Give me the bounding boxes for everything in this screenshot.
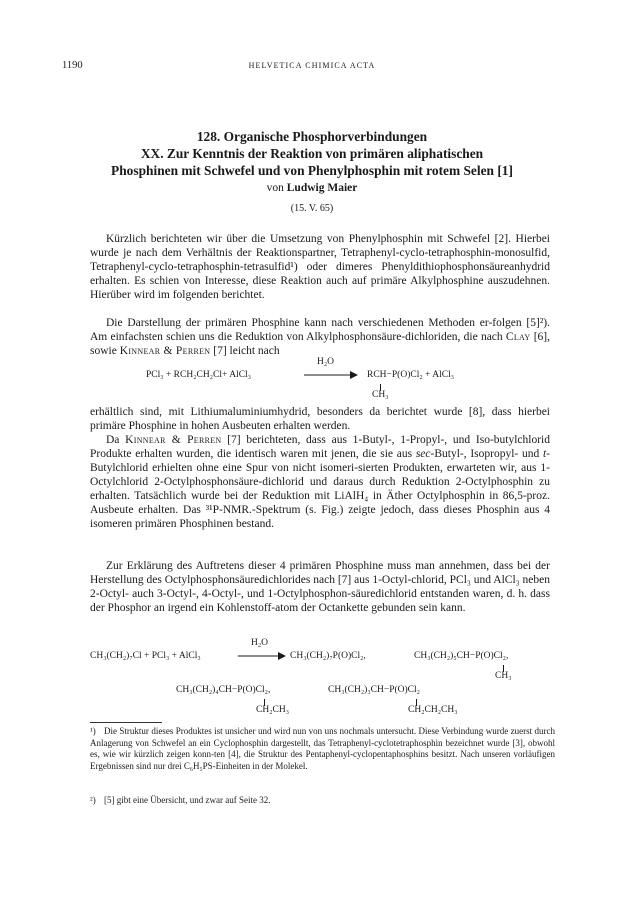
author-ref-kinnear-perren: Kinnear & Perren bbox=[119, 345, 211, 357]
paragraph-4-text-a: Da bbox=[106, 434, 126, 446]
eq2-product-4: CH₃(CH₂)₃CH−P(O)Cl₂ bbox=[328, 685, 420, 695]
journal-header: HELVETICA CHIMICA ACTA bbox=[248, 61, 376, 70]
byline-prefix: von bbox=[266, 182, 284, 194]
footnote-rule bbox=[90, 722, 162, 723]
paragraph-1 bbox=[90, 232, 550, 302]
author-name: Ludwig Maier bbox=[286, 182, 358, 194]
footnote-1 bbox=[90, 726, 555, 772]
eq2-product-4-branch: CH₂CH₂CH₃ bbox=[408, 705, 458, 715]
paragraph-2-text-c: [7] leicht nach bbox=[210, 345, 280, 357]
eq1-reactants: PCl₃ + RCH₂CH₂Cl+ AlCl₃ bbox=[146, 370, 252, 380]
paragraph-4-text-c: -Butyl-, Isopropyl- und bbox=[430, 448, 543, 460]
footnote-2-mark: ²) bbox=[90, 795, 96, 805]
paragraph-1-text: Kürzlich berichteten wir über die Umsetzung von Phenylphosphin mit Schwefel [2]. Hierbei wurde je nach dem Verhältnis der Reaktionspartner, Tetraphenyl-cyclo-tetraphosphin-monosulfid, Tetraphenyl-cyclo-tetraphosphin-tetrasulfid¹) oder dimeres Phenyldithiophosphonsäureanhydrid erhalten. Es schien von Interesse, diese Reaktion auch auf primäre Alkylphosphine auszudehnen. Hierüber wird im folgenden berichtet. bbox=[90, 233, 550, 301]
reaction-arrow-icon bbox=[302, 369, 358, 381]
italic-sec: sec bbox=[415, 448, 431, 460]
eq1-products: RCH−P(O)Cl₂ + AlCl₃ bbox=[367, 370, 455, 380]
paragraph-5 bbox=[90, 559, 550, 615]
paragraph-4-text-b: [7] berichteten, dass aus 1-Butyl-, 1-Propyl-, und Iso-butylchlorid Produkte erhalten wurden, die identisch waren mit jenen, die sie aus bbox=[90, 434, 550, 460]
received-date: (15. V. 65) bbox=[290, 203, 334, 214]
author-ref-kinnear-perren-2: Kinnear & Perren bbox=[125, 434, 222, 446]
paragraph-3-text: erhältlich sind, mit Lithiumaluminiumhydrid, besonders da berichtet wurde [8], dass hierbei primäre Phosphine in hohen Ausbeuten erhalten werden. bbox=[90, 406, 550, 432]
eq1-reagent: H₂O bbox=[317, 357, 335, 367]
article-title-line-3: Phosphinen mit Schwefel und von Phenylphosphin mit rotem Selen [1] bbox=[111, 163, 513, 178]
eq2-reactants: CH₃(CH₂)₇Cl + PCl₃ + AlCl₃ bbox=[90, 651, 201, 661]
article-title-line-1: 128. Organische Phosphorverbindungen bbox=[196, 129, 428, 144]
page-number: 1190 bbox=[62, 60, 83, 71]
paragraph-5-text: Zur Erklärung des Auftretens dieser 4 primären Phosphine muss man annehmen, dass bei der Herstellung des Octylphosphonsäuredichlorides nach [7] aus 1-Octyl-chlorid, PCl₃ und AlCl₃ neben 2-Octyl- auch 3-Octyl-, 4-Octyl-, und 1-Octylphosphon-säuredichlorid entstanden waren, d. h. dass der Phosphor an irgend ein Kohlenstoff-atom der Octankette gebunden sein kann. bbox=[90, 560, 550, 614]
eq2-product-3: CH₃(CH₂)₄CH−P(O)Cl₂, bbox=[176, 685, 271, 695]
eq1-branch: CH₃ bbox=[372, 390, 389, 400]
paragraph-3 bbox=[90, 405, 550, 433]
footnote-2-text: [5] gibt eine Übersicht, und zwar auf Seite 32. bbox=[104, 795, 271, 805]
footnote-2 bbox=[90, 795, 555, 807]
paragraph-4 bbox=[90, 433, 550, 531]
byline bbox=[0, 182, 624, 194]
footnote-1-text: Die Struktur dieses Produktes ist unsicher und wird nun von uns nochmals untersucht. Diese Verbindung wurde zuerst durch Anlagerung von Schwefel an ein Cyclophosphin dargestellt, das Tetraphenyl-cyclotetraphosphin bezeichnet wurde [3], obwohl es, wie wir kürzlich zeigen konn-ten [4], die Struktur des Pentaphenyl-cyclopentaphosphins besitzt. Nach unseren vorläufigen Ergebnissen sind nur drei C₆H₅PS-Einheiten in der Molekel. bbox=[90, 726, 555, 771]
article-title-line-2: XX. Zur Kenntnis der Reaktion von primären aliphatischen bbox=[140, 146, 484, 161]
paragraph-2-text-a: Die Darstellung der primären Phosphine kann nach verschiedenen Methoden er-folgen [5]²). Am einfachsten schien uns die Reduktion von Alkylphosphonsäure-dichloriden, die nach bbox=[90, 317, 550, 343]
eq2-product-1: CH₃(CH₂)₇P(O)Cl₂, bbox=[290, 651, 366, 661]
eq2-product-3-branch: CH₂CH₃ bbox=[256, 705, 290, 715]
paragraph-2 bbox=[90, 316, 550, 358]
eq2-product-2-branch: CH₃ bbox=[495, 671, 512, 681]
paragraph-2-text-b: [6], sowie bbox=[90, 331, 550, 357]
eq2-reagent: H₂O bbox=[251, 638, 269, 648]
eq2-product-2: CH₃(CH₂)₅CH−P(O)Cl₂, bbox=[414, 651, 509, 661]
italic-t: t bbox=[542, 448, 547, 460]
paragraph-4-text-d: -Butylchlorid erhielten ohne eine Spur von nicht isomeri-sierten Produkten, erwarteten wir, aus 1-Octylchlorid 2-Octylphosphonsäure-dichlorid und daraus durch Reduktion 2-Octylphosphin zu erhalten. Tatsächlich wurde bei der Reduktion mit LiAlH₄ in Äther Octylphosphin in 86,5-proz. Ausbeute erhalten. Das ³¹P-NMR.-Spektrum (s. Fig.) zeigte jedoch, dass dieses Phosphin aus 4 isomeren primären Phosphinen bestand. bbox=[90, 448, 550, 530]
reaction-arrow-2-icon bbox=[236, 650, 286, 662]
footnote-1-mark: ¹) bbox=[90, 726, 96, 736]
author-ref-clay: Clay bbox=[505, 331, 531, 343]
